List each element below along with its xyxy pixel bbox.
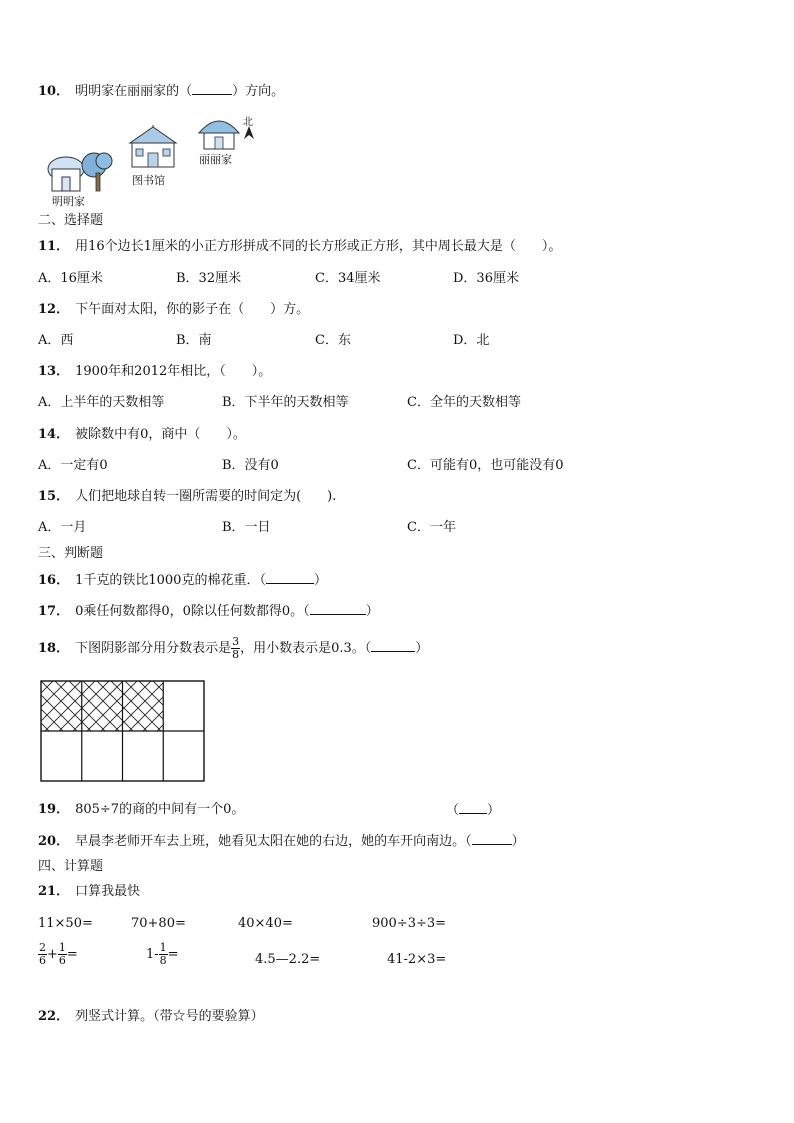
north-label: 北 — [243, 117, 253, 128]
mingming-label: 明明家 — [52, 195, 85, 208]
question-21: 21． 口算我最快 — [38, 884, 141, 899]
option-a[interactable]: A．一定有0 — [38, 458, 108, 473]
section-heading-calculation: 四、计算题 — [38, 859, 104, 874]
option-a[interactable]: A．一月 — [38, 520, 87, 535]
option-b[interactable]: B．一日 — [222, 520, 271, 535]
option-b[interactable]: B．32厘米 — [176, 271, 242, 286]
calc-item: 11×50= — [38, 916, 93, 931]
question-number: 10． — [38, 84, 70, 99]
direction-map — [40, 115, 280, 210]
calc-item: 40×40= — [238, 916, 293, 931]
question-10: 10． 明明家在丽丽家的（ ）方向。 — [38, 84, 285, 99]
option-a[interactable]: A．上半年的天数相等 — [38, 395, 165, 410]
option-d[interactable]: D．北 — [453, 333, 490, 348]
option-c[interactable]: C．东 — [315, 333, 351, 348]
calc-item: 4.5—2.2= — [255, 952, 321, 967]
answer-bracket: （ ） — [446, 803, 501, 818]
question-22: 22． 列竖式计算。（带☆号的要验算） — [38, 1009, 264, 1024]
library-icon — [126, 125, 180, 171]
lili-house-icon — [196, 115, 242, 151]
question-12: 12． 下午面对太阳，你的影子在（ ）方。 — [38, 302, 310, 317]
option-a[interactable]: A．西 — [38, 333, 74, 348]
question-17: 17． 0乘任何数都得0，0除以任何数都得0。（ ） — [38, 604, 379, 619]
calc-item-fraction-sum: $\frac{2}{6}$ + $\frac{1}{6}$ = — [39, 941, 78, 967]
option-b[interactable]: B．南 — [176, 333, 212, 348]
question-13: 13． 1900年和2012年相比，（ ）。 — [38, 364, 272, 379]
calc-item-fraction-diff: 1- $\frac{1}{8}$ = — [146, 941, 179, 967]
option-b[interactable]: B．下半年的天数相等 — [222, 395, 349, 410]
option-c[interactable]: C．一年 — [407, 520, 456, 535]
answer-blank[interactable] — [472, 832, 512, 845]
grid-cell-shaded — [82, 681, 123, 731]
answer-blank[interactable] — [266, 571, 314, 584]
question-11: 11． 用16个边长1厘米的小正方形拼成不同的长方形或正方形，其中周长最大是（ ）。 — [38, 239, 562, 254]
calc-item: 41-2×3= — [387, 952, 447, 967]
option-c[interactable]: C．全年的天数相等 — [407, 395, 521, 410]
option-a[interactable]: A．16厘米 — [38, 271, 103, 286]
option-b[interactable]: B．没有0 — [222, 458, 279, 473]
question-16: 16． 1千克的铁比1000克的棉花重．（ ） — [38, 573, 327, 588]
question-15: 15． 人们把地球自转一圈所需要的时间定为( ). — [38, 489, 337, 504]
lili-label: 丽丽家 — [199, 153, 232, 166]
answer-blank[interactable] — [371, 639, 415, 652]
question-14: 14． 被除数中有0，商中（ ）。 — [38, 427, 246, 442]
grid-cell-shaded — [41, 681, 82, 731]
answer-blank[interactable] — [459, 801, 487, 814]
question-20: 20． 早晨李老师开车去上班，她看见太阳在她的右边，她的车开向南边。（ ） — [38, 834, 525, 849]
option-c[interactable]: C．可能有0，也可能没有0 — [407, 458, 564, 473]
library-label: 图书馆 — [132, 174, 165, 187]
grid-cell-shaded — [123, 681, 164, 731]
mingming-house-icon — [46, 149, 118, 197]
fraction: $\frac{3}{8}$ — [232, 635, 240, 661]
question-18: 18． 下图阴影部分用分数表示是 $\frac{3}{8}$ ，用小数表示是0.3。（ ） — [38, 635, 429, 661]
option-d[interactable]: D．36厘米 — [453, 271, 519, 286]
shaded-grid-figure — [40, 680, 205, 782]
section-heading-judgement: 三、判断题 — [38, 546, 104, 561]
answer-blank[interactable] — [192, 82, 232, 95]
answer-blank[interactable] — [310, 602, 366, 615]
question-19: 19． 805÷7的商的中间有一个0。 — [38, 802, 245, 817]
calc-item: 900÷3÷3= — [372, 916, 447, 931]
calc-item: 70+80= — [131, 916, 186, 931]
section-heading-choice: 二、选择题 — [38, 213, 104, 228]
option-c[interactable]: C．34厘米 — [315, 271, 381, 286]
